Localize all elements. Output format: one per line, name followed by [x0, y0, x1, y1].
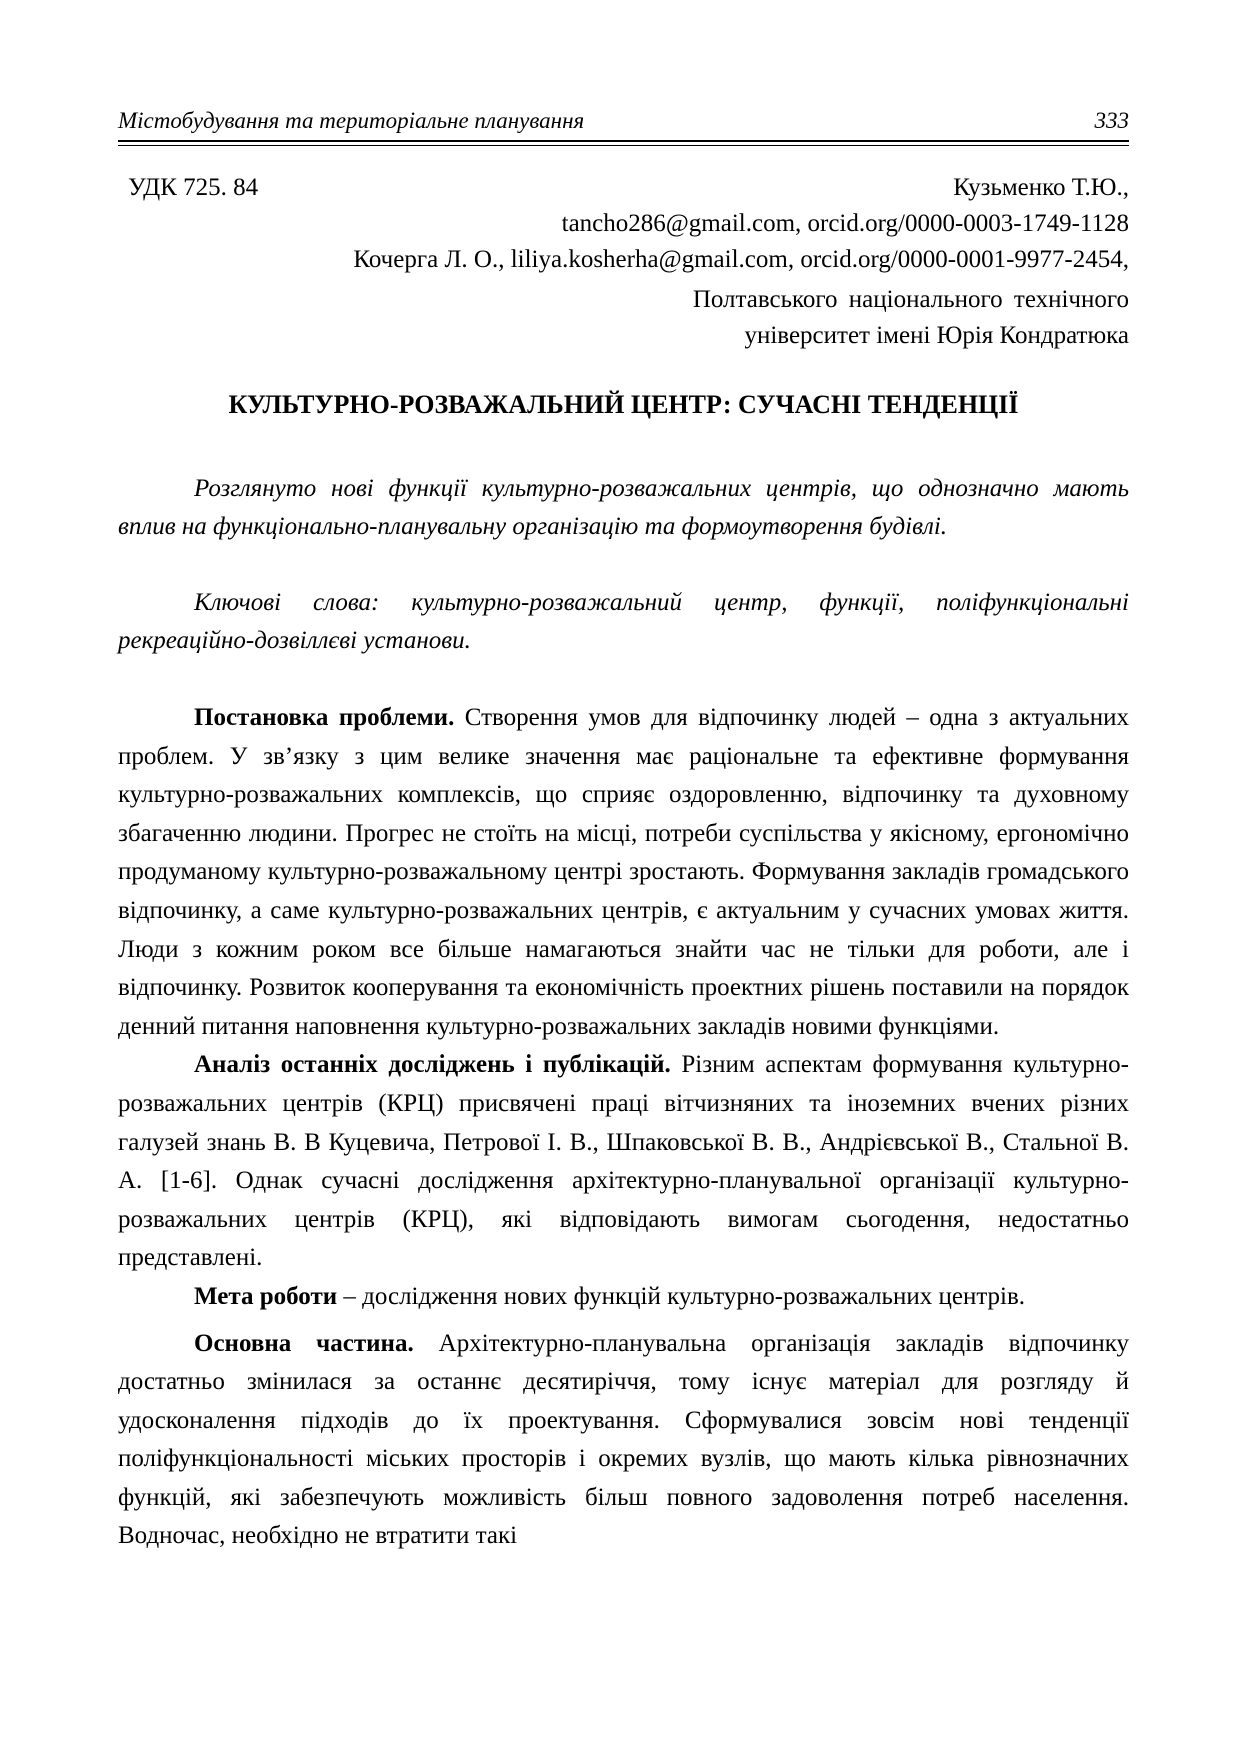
paragraph-main — [118, 1325, 1129, 1557]
affiliation-line-2: університет імені Юрія Кондратюка — [744, 322, 1129, 349]
paragraph-analysis — [118, 1046, 1129, 1278]
affiliation-line-1: Полтавського національного технічного — [692, 286, 1129, 313]
journal-title: Містобудування та територіальне планування — [118, 108, 585, 133]
heading-main: Основна частина. — [194, 1329, 414, 1357]
text-main: Архітектурно-планувальна організація закладів відпочинку достатньо змінилася за останнє десятиріччя, тому існує матеріал для розгляду й удосконалення підходів до їх проектування. Сформувалися зовсім нові тенденції поліфункціональності міських просторів і окремих вузлів, що мають кілька рівнозначних функцій, які забезпечують можливість більш повного задоволення потреб населення. Водночас, необхідно не втратити такі — [118, 1329, 1129, 1550]
running-header — [118, 108, 1129, 134]
header-rule — [118, 140, 1129, 142]
article-body — [118, 699, 1129, 1556]
author-line-1: Кузьменко Т.Ю., — [953, 174, 1129, 201]
udk-code: УДК 725. 84 — [128, 174, 259, 201]
text-problem: Створення умов для відпочинку людей – одна з актуальних проблем. У зв’язку з цим велике значення має раціональне та ефективне формування культурно-розважальних комплексів, що сприяє оздоровленню, відпочинку та духовному збагаченню людини. Прогрес не стоїть на місці, потреби суспільства у якісному, ергономічно продуманому культурно-розважальному центрі зростають. Формування закладів громадського відпочинку, а саме культурно-розважальних центрів, є актуальним у сучасних умовах життя. Люди з кожним роком все більше намагаються знайти час не тільки для роботи, але і відпочинку. Розвиток кооперування та економічність проектних рішень поставили на порядок денний питання наповнення культурно-розважальних закладів новими функціями. — [118, 704, 1129, 1040]
heading-aim: Мета роботи — [194, 1282, 338, 1310]
keywords: Ключові слова: культурно-розважальний центр, функції, поліфункціональні рекреаційно-дозвіллєві установи. — [118, 589, 1129, 654]
paragraph-aim — [118, 1278, 1129, 1317]
paragraph-problem — [118, 699, 1129, 1046]
page-number: 333 — [1094, 108, 1129, 133]
heading-analysis: Аналіз останніх досліджень і публікацій. — [194, 1051, 671, 1079]
text-aim: – дослідження нових функцій культурно-розважальних центрів. — [343, 1282, 1026, 1310]
abstract: Розглянуто нові функції культурно-розважальних центрів, що однозначно мають вплив на функціонально-планувальну організацію та формоутворення будівлі. — [118, 475, 1129, 540]
author-line-2: tancho286@gmail.com, orcid.org/0000-0003-1749-1128 — [561, 210, 1129, 237]
text-analysis: Різним аспектам формування культурно-розважальних центрів (КРЦ) присвячені праці вітчизняних та іноземних вчених різних галузей знань В. В Куцевича, Петрової І. В., Шпаковської В. В., Андрієвської В., Стальної В. А. [1-6]. Однак сучасні дослідження архітектурно-планувальної організації культурно-розважальних центрів (КРЦ), які відповідають вимогам сьогодення, недостатньо представлені. — [118, 1051, 1129, 1272]
author-line-3: Кочерга Л. О., liliya.kosherha@gmail.com, orcid.org/0000-0001-9977-2454, — [353, 246, 1129, 273]
heading-problem: Постановка проблеми. — [194, 704, 455, 731]
article-title: КУЛЬТУРНО-РОЗВАЖАЛЬНИЙ ЦЕНТР: СУЧАСНІ ТЕНДЕНЦІЇ — [228, 390, 1019, 419]
header-rule-thin — [118, 145, 1129, 146]
